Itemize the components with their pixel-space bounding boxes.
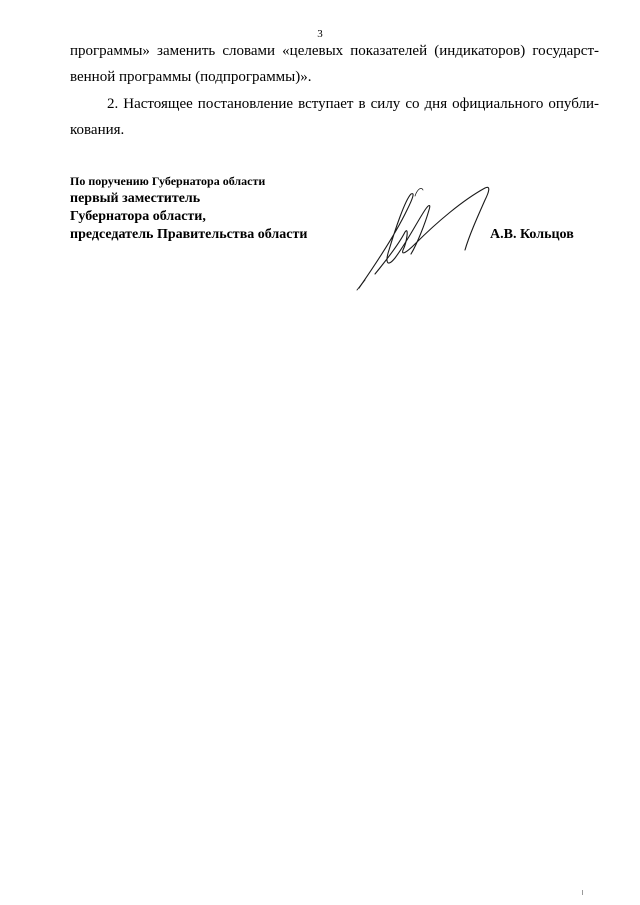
signatory-title-line-1: первый заместитель	[70, 191, 201, 206]
signatory-title-line-3: председатель Правительства области	[70, 227, 308, 242]
paragraph-1-line-2: венной программы (подпрограммы)».	[70, 69, 312, 85]
signatory-name: А.В. Кольцов	[490, 227, 574, 242]
page-number: 3	[317, 28, 323, 40]
paragraph-2-line-1: 2. Настоящее постановление вступает в силу со дня официального опубли-	[107, 96, 599, 112]
handwritten-signature	[345, 170, 505, 295]
signatory-title-line-2: Губернатора области,	[70, 209, 206, 224]
paragraph-1-line-1: программы» заменить словами «целевых показателей (индикаторов) государст-	[70, 43, 599, 59]
instruction-text: По поручению Губернатора области	[70, 174, 266, 188]
paragraph-2-line-2: кования.	[70, 122, 125, 138]
scan-mark	[582, 890, 583, 895]
